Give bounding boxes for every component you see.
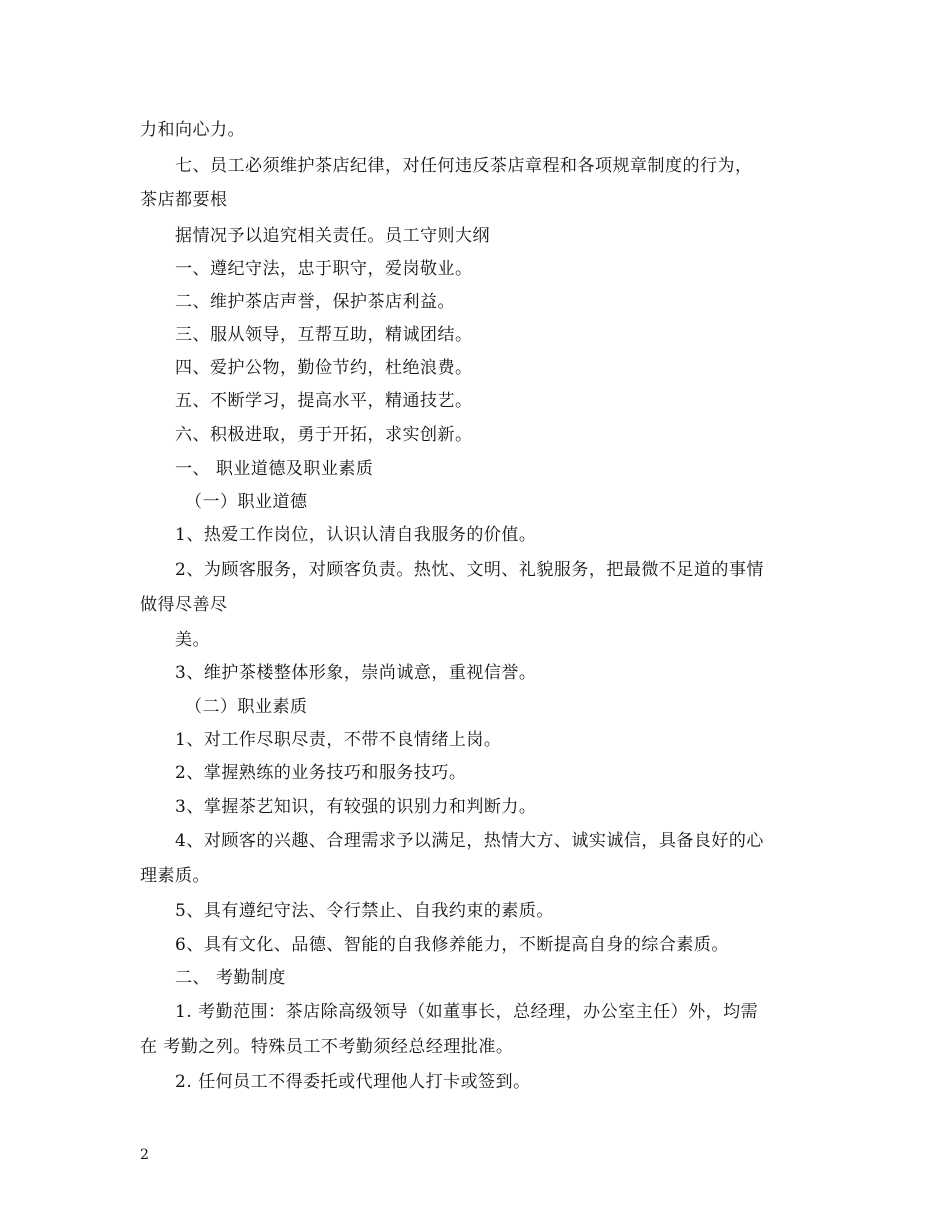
text-line: 2、掌握熟练的业务技巧和服务技巧。 (175, 763, 467, 783)
text-line: 做得尽善尽 (140, 595, 228, 615)
text-line: 二、维护茶店声誉，保护茶店利益。 (175, 292, 455, 312)
text-line: 五、不断学习，提高水平，精通技艺。 (175, 391, 473, 411)
section-heading: 二、 考勤制度 (175, 968, 286, 988)
text-line: 在 考勤之列。特殊员工不考勤须经总经理批准。 (140, 1037, 514, 1057)
text-line: 5、具有遵纪守法、令行禁止、自我约束的素质。 (175, 901, 554, 921)
text-line: 六、积极进取，勇于开拓，求实创新。 (175, 425, 473, 445)
text-line: 三、服从领导，互帮互助，精诚团结。 (175, 325, 473, 345)
text-line: 2、为顾客服务，对顾客负责。热忱、文明、礼貌服务，把最微不足道的事情 (175, 560, 764, 580)
text-line: 力和向心力。 (140, 120, 245, 140)
text-line: 1、对工作尽职尽责，不带不良情绪上岗。 (175, 730, 502, 750)
text-line: 茶店都要根 (140, 190, 228, 210)
text-line: 四、爱护公物，勤俭节约，杜绝浪费。 (175, 358, 473, 378)
text-line: 理素质。 (140, 866, 210, 886)
subsection-heading: （二）职业素质 (185, 697, 308, 717)
text-line: 3、维护茶楼整体形象，崇尚诚意，重视信誉。 (175, 663, 537, 683)
text-line: 6、具有文化、品德、智能的自我修养能力，不断提高自身的综合素质。 (175, 935, 729, 955)
text-line: 1. 考勤范围：茶店除高级领导（如董事长，总经理，办公室主任）外，均需 (175, 1002, 759, 1022)
section-heading: 一、 职业道德及职业素质 (175, 459, 374, 479)
page-number: 2 (140, 1147, 149, 1163)
text-line: 美。 (175, 630, 210, 650)
text-line: 4、对顾客的兴趣、合理需求予以满足，热情大方、诚实诚信，具备良好的心 (175, 831, 764, 851)
text-line: 1、热爱工作岗位，认识认清自我服务的价值。 (175, 525, 537, 545)
text-line: 一、遵纪守法，忠于职守，爱岗敬业。 (175, 259, 473, 279)
text-line: 七、员工必须维护茶店纪律，对任何违反茶店章程和各项规章制度的行为， (175, 156, 753, 176)
text-line: 3、掌握茶艺知识，有较强的识别力和判断力。 (175, 797, 537, 817)
text-line: 2. 任何员工不得委托或代理他人打卡或签到。 (175, 1072, 531, 1092)
text-line: 据情况予以追究相关责任。员工守则大纲 (175, 226, 490, 246)
subsection-heading: （一）职业道德 (185, 492, 308, 512)
